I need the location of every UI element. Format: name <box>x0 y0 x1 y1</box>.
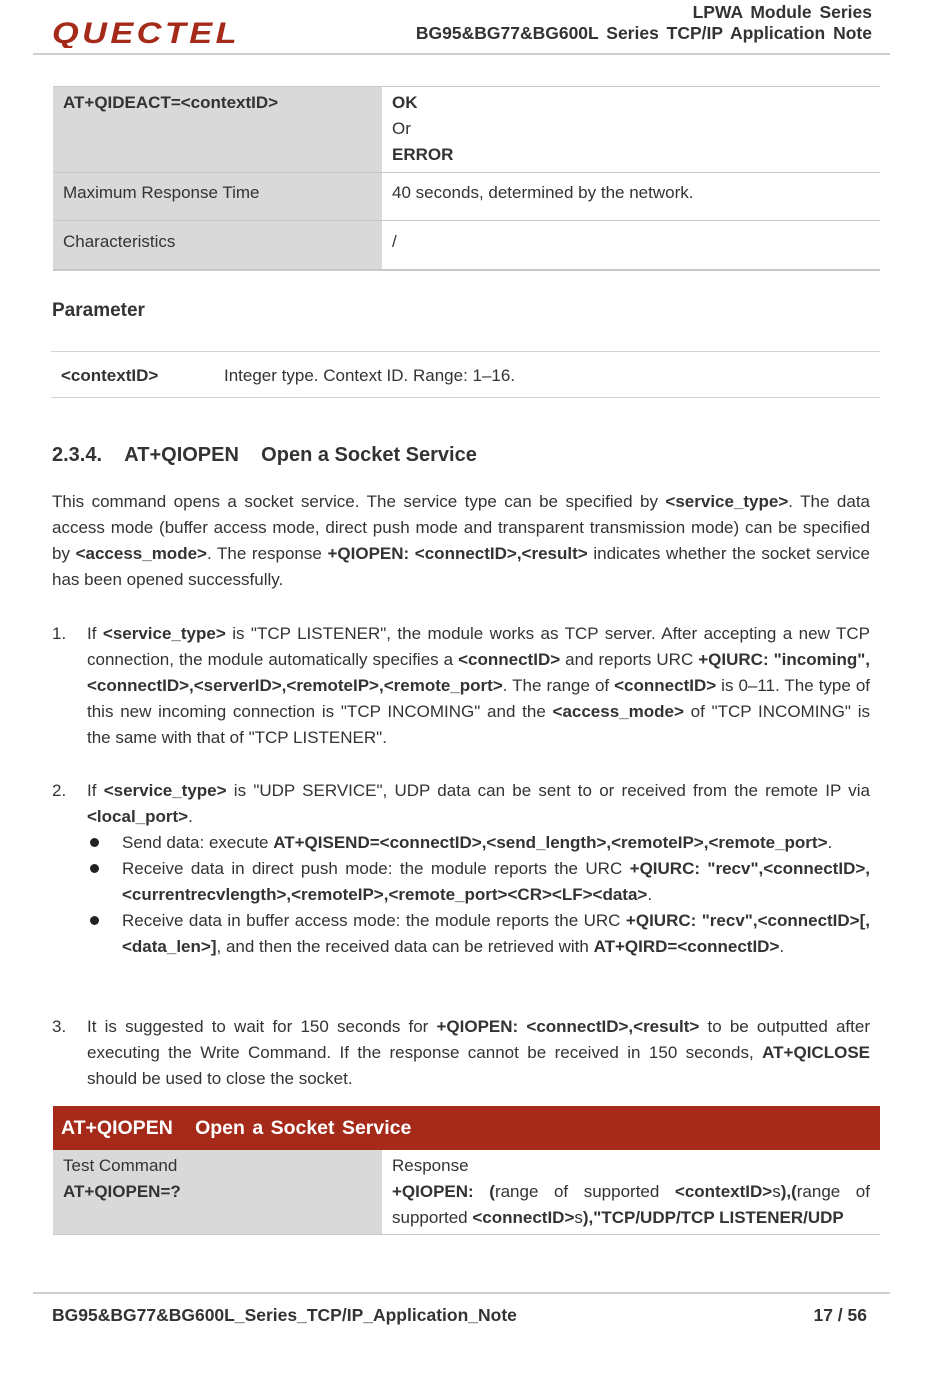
header-doc-title: BG95&BG77&BG600L Series TCP/IP Application Note <box>415 23 872 43</box>
table-cell-value: / <box>382 221 880 271</box>
table-cell-label: Maximum Response Time <box>53 173 382 221</box>
table-row <box>53 221 880 271</box>
header-divider <box>33 53 890 55</box>
list-item-text: It is suggested to wait for 150 seconds for +QIOPEN: <connectID>,<result> to be outputted after executing the Write Command. If the response cannot be received in 150 seconds, AT+QICLOSE should be used to close the socket. <box>87 1017 870 1088</box>
table-row <box>53 173 880 221</box>
list-item-text: If <service_type> is "UDP SERVICE", UDP data can be sent to or received from the remote IP via <local_port>. <box>87 781 870 826</box>
table-cell-value: 40 seconds, determined by the network. <box>382 173 880 221</box>
response-or: Or <box>392 119 411 138</box>
table-row <box>53 1150 880 1235</box>
parameter-name: <contextID> <box>61 366 159 385</box>
qiopen-table <box>53 1106 880 1235</box>
svg-text:QUECTEL: QUECTEL <box>52 18 240 48</box>
header-titles <box>416 2 872 44</box>
table-cell-response: Response +QIOPEN: (range of supported <contextID>s),(range of supported <connectID>s),"TCP/UDP/TCP LISTENER/UDP <box>392 1156 870 1227</box>
table-cell-command: Test Command AT+QIOPEN=? <box>53 1150 382 1234</box>
header-series: LPWA Module Series <box>692 2 872 22</box>
bullet-icon <box>90 916 99 925</box>
list-item-text: If <service_type> is "TCP LISTENER", the module works as TCP server. After accepting a new TCP connection, the module automatically specifies a <connectID> and reports URC +QIURC: "incoming",<connectID>,<serverID>,<remoteIP>,<remote_port>. The range of <connectID> is 0–11. The type of this new incoming connection is "TCP INCOMING" and the <access_mode> of "TCP INCOMING" is the same with that of "TCP LISTENER". <box>87 624 871 747</box>
table-cell-response <box>382 87 880 173</box>
parameter-description: Integer type. Context ID. Range: 1–16. <box>224 366 516 385</box>
table-row <box>53 87 880 173</box>
table-cell-command: AT+QIDEACT=<contextID> <box>53 87 382 173</box>
footer-page-number: 17 / 56 <box>813 1305 867 1325</box>
bullet-icon <box>90 864 99 873</box>
footer-doc-name: BG95&BG77&BG600L_Series_TCP/IP_Application_Note <box>52 1305 517 1325</box>
response-ok: OK <box>392 93 418 112</box>
section-number: 2.3.4. <box>52 444 103 466</box>
parameter-table <box>51 351 880 398</box>
footer-divider <box>33 1292 890 1294</box>
section-heading <box>52 444 477 467</box>
section-command: AT+QIOPEN <box>124 444 239 466</box>
qideact-table <box>53 86 880 271</box>
table-cell-label: Characteristics <box>53 221 382 271</box>
intro-paragraph: This command opens a socket service. The service type can be specified by <service_type>. The data access mode (buffer access mode, direct push mode and transparent transmission mode) can be specified by <access_mode>. The response +QIOPEN: <connectID>,<result> indicates whether the socket service has been opened successfully. <box>52 492 870 589</box>
parameter-heading: Parameter <box>52 300 145 321</box>
section-title: Open a Socket Service <box>261 444 477 466</box>
response-error: ERROR <box>392 145 454 164</box>
bullet-icon <box>90 838 99 847</box>
quectel-logo <box>52 18 242 48</box>
qiopen-table-header: AT+QIOPEN Open a Socket Service <box>53 1106 880 1150</box>
